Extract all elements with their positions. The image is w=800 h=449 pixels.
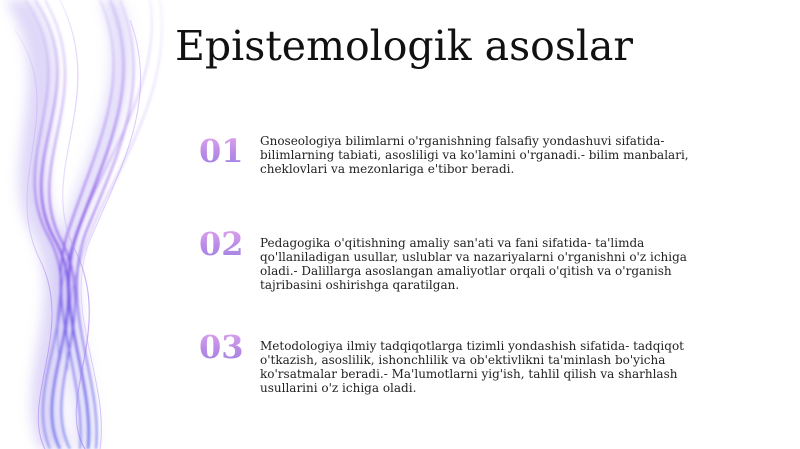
item-number: 03: [199, 329, 251, 365]
item-text: Metodologiya ilmiy tadqiqotlarga tizimli yondashish sifatida- tadqiqot o'tkazish, asoslilik, ishonchlilik va ob'ektivlikni ta'minlash bo'yicha ko'rsatmalar beradi.- Ma'lumotlarni yig'ish, tahlil qilish va sharhlash usullarini o'z ichiga oladi.: [260, 339, 684, 395]
item-text: Gnoseologiya bilimlarni o'rganishning falsafiy yondashuvi sifatida- bilimlarning tabiati, asosliligi va ko'lamini o'rganadi.- bilim manbalari, cheklovlari va mezonlariga e'tibor beradi.: [260, 134, 689, 176]
item-text: Pedagogika o'qitishning amaliy san'ati va fani sifatida- ta'limda qo'llaniladigan usullar, uslublar va nazariyalarni o'rganishni o'z ichiga oladi.- Dalillarga asoslangan amaliyotlar orqali o'qitish va o'rganish tajribasini oshirishga qaratilgan.: [260, 236, 687, 292]
page-title: Epistemologik asoslar: [175, 22, 634, 70]
item-number: 01: [199, 133, 251, 169]
item-number: 02: [199, 226, 251, 262]
